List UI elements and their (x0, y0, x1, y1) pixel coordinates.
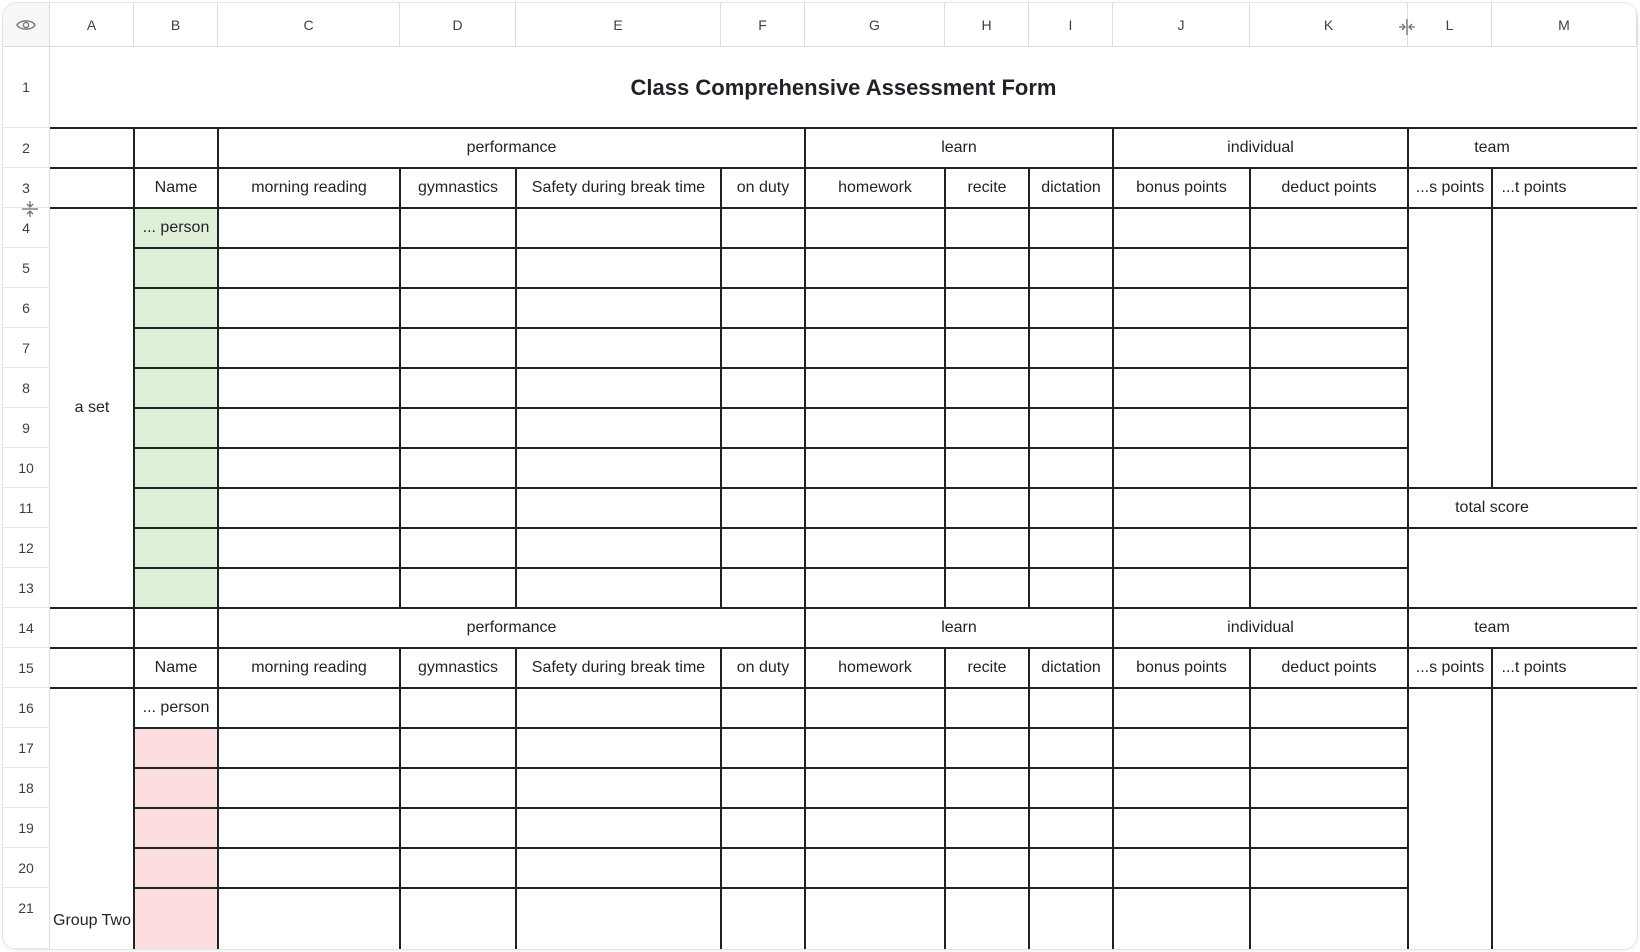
column-header-c[interactable]: C (218, 3, 400, 47)
group-label: a set (74, 399, 110, 416)
grid-line (720, 648, 722, 949)
row-header-10[interactable]: 10 (3, 448, 50, 488)
column-header-j[interactable]: J (1113, 3, 1250, 47)
column-header-b[interactable]: B (134, 3, 218, 47)
grid-line (133, 128, 135, 949)
grid-line (134, 527, 1637, 529)
column-label-dictation: dictation (1041, 179, 1101, 196)
column-label-morning-reading: morning reading (251, 659, 367, 676)
column-label-gymnastics: gymnastics (417, 179, 499, 196)
name-cell[interactable]: ... person (142, 219, 210, 236)
row-header-12[interactable]: 12 (3, 528, 50, 568)
column-label-safety: Safety during break time (531, 659, 706, 676)
column-label-homework: homework (838, 179, 912, 196)
category-header-learn: learn (941, 619, 977, 636)
grid-line (217, 128, 219, 949)
row-header-15[interactable]: 15 (3, 648, 50, 688)
total-score-label: total score (1455, 499, 1529, 516)
row-header-3[interactable]: 3 (3, 168, 50, 208)
column-label-team-bonus: ...s points (1415, 659, 1485, 676)
row-header-8[interactable]: 8 (3, 368, 50, 408)
row-header-6[interactable]: 6 (3, 288, 50, 328)
category-header-team: team (1474, 139, 1510, 156)
row-header-11[interactable]: 11 (3, 488, 50, 528)
column-label-deduct-points: deduct points (1281, 659, 1377, 676)
row-header-5[interactable]: 5 (3, 248, 50, 288)
select-all-corner[interactable] (3, 3, 50, 47)
row-header-16[interactable]: 16 (3, 688, 50, 728)
grid-line (134, 767, 1408, 769)
row-header-19[interactable]: 19 (3, 808, 50, 848)
column-label-bonus-points: bonus points (1136, 659, 1227, 676)
eye-icon[interactable] (16, 18, 36, 32)
row-header-2[interactable]: 2 (3, 128, 50, 168)
row-resize-icon[interactable] (21, 199, 39, 219)
grid-line (134, 847, 1408, 849)
group-two-name-fill (134, 728, 218, 949)
column-label-team-bonus: ...s points (1415, 179, 1485, 196)
column-header-k[interactable]: K (1250, 3, 1408, 47)
grid-line (134, 807, 1408, 809)
group-label: Group Two (53, 912, 131, 929)
grid-line (134, 727, 1408, 729)
column-label-team-deduct: ...t points (1501, 179, 1567, 196)
grid-line (944, 168, 946, 608)
grid-line (1491, 648, 1493, 949)
grid-line (804, 128, 806, 949)
grid-line (50, 207, 1637, 209)
grid-line (944, 648, 946, 949)
grid-line (50, 167, 1637, 169)
grid-line (134, 287, 1408, 289)
column-header-a[interactable]: A (50, 3, 134, 47)
column-label-bonus-points: bonus points (1136, 179, 1227, 196)
grid-line (134, 327, 1408, 329)
grid-line (134, 487, 1637, 489)
grid-line (134, 447, 1408, 449)
column-header-m[interactable]: M (1492, 3, 1637, 47)
column-header-d[interactable]: D (400, 3, 516, 47)
column-label-homework: homework (838, 659, 912, 676)
grid-line (50, 607, 1637, 609)
grid-line (50, 687, 1637, 689)
row-header-9[interactable]: 9 (3, 408, 50, 448)
column-label-deduct-points: deduct points (1281, 179, 1377, 196)
category-header-team: team (1474, 619, 1510, 636)
column-header-h[interactable]: H (945, 3, 1029, 47)
row-header-4[interactable]: 4 (3, 208, 50, 248)
row-header-1[interactable]: 1 (3, 47, 50, 128)
column-label-on-duty: on duty (736, 179, 790, 196)
grid-line (134, 887, 1408, 889)
grid-line (1112, 128, 1114, 949)
category-header-learn: learn (941, 139, 977, 156)
page-title: Class Comprehensive Assessment Form (630, 74, 1057, 100)
column-label-dictation: dictation (1041, 659, 1101, 676)
grid-line (515, 168, 517, 608)
category-header-individual: individual (1227, 139, 1294, 156)
grid-line (399, 168, 401, 608)
column-label-team-deduct: ...t points (1501, 659, 1567, 676)
name-cell[interactable]: ... person (142, 699, 210, 716)
column-label-name: Name (154, 179, 198, 196)
grid-line (50, 127, 1637, 129)
row-header-20[interactable]: 20 (3, 848, 50, 888)
row-header-21[interactable]: 21 (3, 888, 50, 949)
grid-line (50, 647, 1637, 649)
category-header-performance: performance (466, 619, 557, 636)
column-resize-icon[interactable] (1397, 18, 1417, 36)
grid-line (1249, 648, 1251, 949)
column-header-l[interactable]: L (1408, 3, 1492, 47)
column-header-e[interactable]: E (516, 3, 721, 47)
grid-line (134, 247, 1408, 249)
column-label-safety: Safety during break time (531, 179, 706, 196)
grid-line (1491, 168, 1493, 488)
column-label-recite: recite (967, 659, 1007, 676)
grid-line (1407, 128, 1409, 949)
column-header-i[interactable]: I (1029, 3, 1113, 47)
row-header-18[interactable]: 18 (3, 768, 50, 808)
category-header-individual: individual (1227, 619, 1294, 636)
column-label-recite: recite (967, 179, 1007, 196)
grid-line (515, 648, 517, 949)
grid-line (134, 407, 1408, 409)
row-header-13[interactable]: 13 (3, 568, 50, 608)
grid-line (134, 567, 1408, 569)
grid-line (720, 168, 722, 608)
grid-line (1249, 168, 1251, 608)
row-header-14[interactable]: 14 (3, 608, 50, 648)
row-header-7[interactable]: 7 (3, 328, 50, 368)
column-header-g[interactable]: G (805, 3, 945, 47)
column-label-name: Name (154, 659, 198, 676)
grid-line (1028, 648, 1030, 949)
grid-line (134, 367, 1408, 369)
category-header-performance: performance (466, 139, 557, 156)
spreadsheet-frame (3, 3, 1637, 949)
grid-line (1028, 168, 1030, 608)
column-label-on-duty: on duty (736, 659, 790, 676)
grid-line (399, 648, 401, 949)
column-label-morning-reading: morning reading (251, 179, 367, 196)
column-label-gymnastics: gymnastics (417, 659, 499, 676)
row-header-17[interactable]: 17 (3, 728, 50, 768)
column-header-f[interactable]: F (721, 3, 805, 47)
